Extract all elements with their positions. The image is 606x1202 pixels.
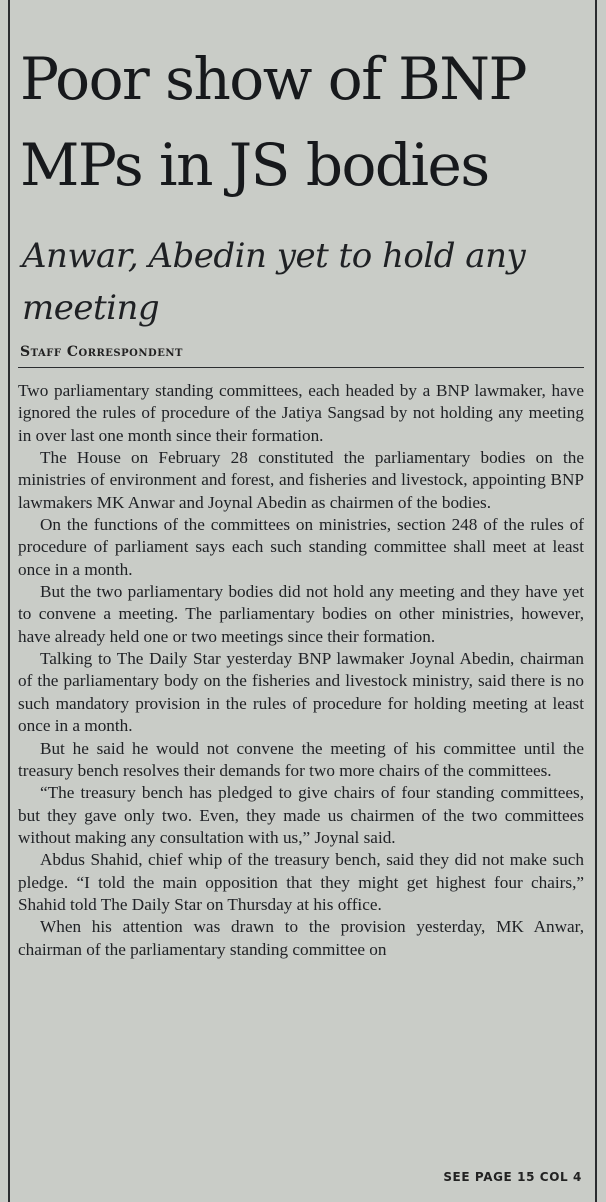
paragraph-2: The House on February 28 constituted the parliamentary bodies on the ministries of environment and forest, and fisheries and livestock, appointing BNP lawmakers MK Anwar and Joynal Abedin as chairmen of the bodies. bbox=[18, 448, 584, 512]
column-rule-left bbox=[8, 0, 10, 1202]
paragraph-6: But he said he would not convene the meeting of his committee until the treasury bench resolves their demands for two more chairs of the committees. bbox=[18, 738, 584, 780]
continuation-jump: SEE PAGE 15 COL 4 bbox=[443, 1170, 582, 1184]
byline: Staff Correspondent bbox=[20, 344, 183, 360]
paragraph-5: Talking to The Daily Star yesterday BNP lawmaker Joynal Abedin, chairman of the parliamentary body on the fisheries and livestock ministry, said there is no such mandatory provision in the rules of procedure for holding meeting at least once in a month. bbox=[18, 649, 584, 736]
paragraph-8: Abdus Shahid, chief whip of the treasury bench, said they did not make such pledge. “I told the main opposition that they might get highest four chairs,” Shahid told The Daily Star on Thursday at his office. bbox=[18, 850, 584, 914]
news-article bbox=[18, 0, 584, 1202]
column-rule-right bbox=[595, 0, 597, 1202]
paragraph-1: Two parliamentary standing committees, each headed by a BNP lawmaker, have ignored the rules of procedure of the Jatiya Sangsad by not holding any meeting in over last one month since their formation. bbox=[18, 381, 584, 445]
paragraph-9: When his attention was drawn to the provision yesterday, MK Anwar, chairman of the parliamentary standing committee on bbox=[18, 917, 584, 959]
subheadline: Anwar, Abedin yet to hold any meeting bbox=[22, 236, 526, 328]
headline: Poor show of BNP MPs in JS bodies bbox=[20, 45, 527, 199]
paragraph-3: On the functions of the committees on ministries, section 248 of the rules of procedure of parliament says each such standing committee shall meet at least once in a month. bbox=[18, 515, 584, 579]
byline-divider bbox=[18, 367, 584, 368]
article-body bbox=[18, 380, 584, 961]
paragraph-4: But the two parliamentary bodies did not hold any meeting and they have yet to convene a meeting. The parliamentary bodies on other ministries, however, have already held one or two meetings since their formation. bbox=[18, 582, 584, 646]
paragraph-7: “The treasury bench has pledged to give chairs of four standing committees, but they gave only two. Even, they made us chairmen of the two committees without making any consultation with us,” Joynal said. bbox=[18, 783, 584, 847]
